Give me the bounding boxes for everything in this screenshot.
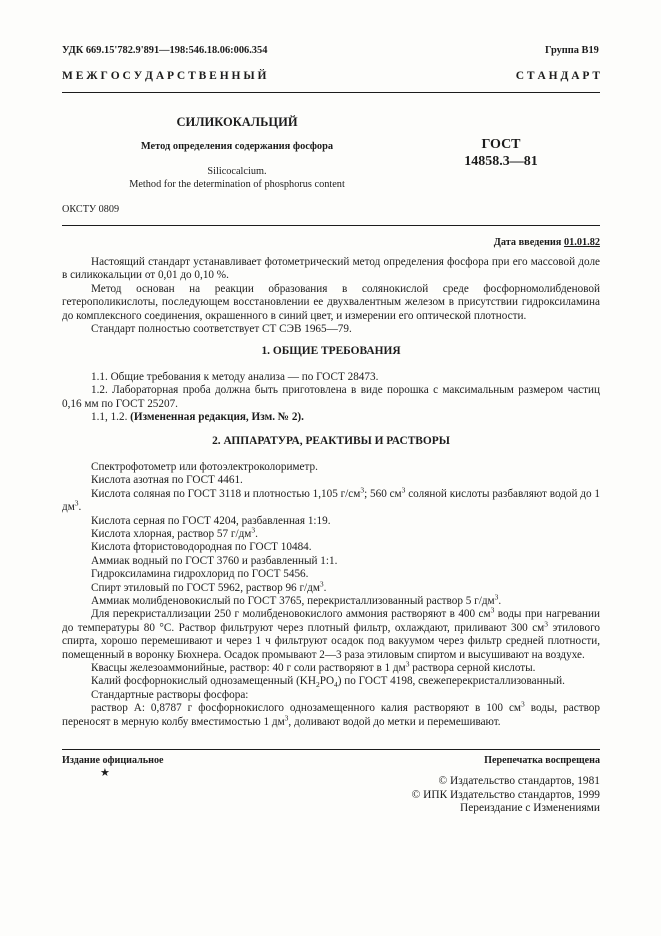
amendment-ref: 1.1, 1.2. [91, 411, 131, 424]
text-run: . [255, 527, 258, 540]
english-title-line-1: Silicocalcium. [207, 166, 267, 177]
english-title-line-2: Method for the determination of phosphorus content [129, 179, 345, 190]
reagent-item [62, 659, 600, 675]
superscript: 3 [360, 484, 365, 494]
text-run: этилового спирта, хорошо перемешивают и через 1 ч фильтруют осадок под вакуумом через фильтр средней плотности, помещенный в воронку Бюхнера. Осадок промывают 2—3 раза этиловым спиртом и высушивают на воздухе. [62, 621, 600, 661]
official-edition: Издание официальное [62, 755, 164, 766]
udk-code: УДК 669.15'782.9'891—198:546.18.06:006.354 [62, 45, 268, 56]
clause-1-2: 1.2. Лабораторная проба должна быть приготовлена в виде порошка с максимальным размером частиц 0,16 мм по ГОСТ 25207. [62, 384, 600, 410]
reagent-item: Стандартные растворы фосфора: [91, 688, 249, 701]
gost-label: ГОСТ [481, 137, 521, 152]
superscript: 3 [494, 592, 499, 602]
superscript: 3 [284, 712, 289, 722]
reagent-item [62, 484, 600, 515]
text-run: Аммиак молибденовокислый по ГОСТ 3765, перекристаллизованный раствор 5 г/дм [91, 594, 495, 607]
text-run: соляной кислоты разбавляют водой до 1 дм [62, 487, 600, 514]
document-body [62, 256, 600, 729]
standard-banner [62, 70, 600, 83]
reagent-item: Аммиак водный по ГОСТ 3760 и разбавленный 1:1. [91, 554, 338, 567]
title-rule [62, 225, 600, 226]
superscript: 3 [74, 498, 79, 508]
copyright-line: © ИПК Издательство стандартов, 1999 [411, 788, 600, 801]
superscript: 3 [490, 605, 495, 615]
gost-number [428, 136, 574, 170]
footer-rule [62, 749, 600, 750]
section-2-heading: 2. АППАРАТУРА, РЕАКТИВЫ И РАСТВОРЫ [212, 435, 450, 448]
text-run: Квасцы железоаммонийные, раствор: 40 г соли растворяют в 1 дм [91, 661, 406, 674]
reprint-prohibited: Перепечатка воспрещена [484, 755, 600, 766]
subscript: 2 [315, 680, 320, 690]
text-run: воды при нагревании до температуры 80 °С. Раствор фильтруют через плотный фильтр, охлаждают, приливают 300 см [62, 608, 600, 634]
text-run: ; 560 см [364, 487, 402, 500]
header-rule [62, 92, 600, 93]
text-run: Калий фосфорнокислый однозамещенный (KH [91, 675, 316, 688]
intro-paragraph: Стандарт полностью соответствует СТ СЭВ 1965—79. [91, 323, 352, 336]
text-run: Кислота хлорная, раствор 57 г/дм [91, 527, 252, 540]
group-code: Группа В19 [545, 45, 599, 56]
okstu-code: ОКСТУ 0809 [62, 204, 120, 215]
copyright-line: © Издательство стандартов, 1981 [438, 775, 600, 787]
text-run: PO [319, 675, 335, 688]
section-1-heading: 1. ОБЩИЕ ТРЕБОВАНИЯ [261, 345, 401, 358]
reagent-item: Кислота серная по ГОСТ 4204, разбавленная 1:19. [91, 514, 331, 527]
solution-a-paragraph [62, 699, 600, 729]
reagent-item: Кислота фтористоводородная по ГОСТ 10484. [91, 541, 312, 554]
text-run: Кислота соляная по ГОСТ 3118 и плотностью 1,105 г/см [91, 487, 361, 500]
text-run: Для перекристаллизации 250 г молибденовокислого аммония растворяют в 400 см [91, 608, 491, 621]
subscript: 4 [334, 680, 338, 690]
text-run: воды, раствор переносят в мерную колбу вместимостью 1 дм [62, 702, 600, 728]
superscript: 3 [405, 659, 410, 669]
date-value: 01.01.82 [563, 237, 600, 248]
text-run: раствора серной кислоты. [409, 661, 536, 674]
star-icon: ★ [100, 767, 110, 779]
reagent-item [62, 675, 600, 688]
text-run: Спирт этиловый по ГОСТ 5962, раствор 96 г/дм [91, 581, 320, 594]
date-label: Дата введения [493, 237, 564, 248]
document-title: СИЛИКОКАЛЬЦИЙ [176, 115, 298, 129]
gost-code: 14858.3—81 [464, 154, 538, 169]
superscript: 3 [251, 525, 256, 535]
clause-amendment [62, 411, 600, 424]
introduction-date [494, 236, 600, 249]
superscript: 3 [544, 619, 548, 629]
reagent-item: Гидроксиламина гидрохлорид по ГОСТ 5456. [91, 568, 309, 581]
superscript: 3 [521, 699, 525, 709]
reagent-item [62, 592, 600, 608]
banner-word-standard: С Т А Н Д А Р Т [515, 70, 600, 82]
banner-word-interstate: М Е Ж Г О С У Д А Р С Т В Е Н Н Ы Й [62, 70, 267, 82]
superscript: 3 [401, 484, 406, 494]
text-run: ) по ГОСТ 4198, свежеперекристаллизованный. [337, 675, 565, 688]
intro-paragraph: Метод основан на реакции образования в солянокислой среде фосфорномолибденовой гетерополикислоты, последующем восстановлении ее двухвалентным железом в присутствии гидроксиламина до комплексного соединения, окрашенного в синий цвет, и измерении его оптической плотности. [62, 282, 600, 322]
recrystallization-paragraph [62, 605, 600, 662]
reagent-item: Кислота азотная по ГОСТ 4461. [91, 474, 243, 487]
english-title [62, 165, 412, 191]
document-subtitle: Метод определения содержания фосфора [140, 141, 334, 152]
reagent-item [62, 578, 600, 595]
copyright-block [412, 775, 600, 816]
text-run: , доливают водой до метки и перемешивают. [288, 715, 501, 728]
text-run: . [498, 594, 502, 607]
clause-1-1: 1.1. Общие требования к методу анализа — по ГОСТ 28473. [91, 370, 379, 383]
reagent-item [62, 525, 600, 541]
reagent-item: Спектрофотометр или фотоэлектроколориметр. [91, 460, 318, 473]
text-run: раствор А: 0,8787 г фосфорнокислого однозамещенного калия растворяют в 100 см [91, 702, 522, 715]
reissue-note: Переиздание с Изменениями [460, 802, 600, 815]
text-run: . [78, 501, 82, 514]
superscript: 3 [319, 578, 324, 588]
amendment-note: (Измененная редакция, Изм. № 2). [130, 411, 304, 424]
intro-paragraph: Настоящий стандарт устанавливает фотометрический метод определения фосфора при его массовой доле в силикокальции от 0,01 до 0,10 %. [62, 256, 600, 282]
text-run: . [323, 581, 327, 594]
